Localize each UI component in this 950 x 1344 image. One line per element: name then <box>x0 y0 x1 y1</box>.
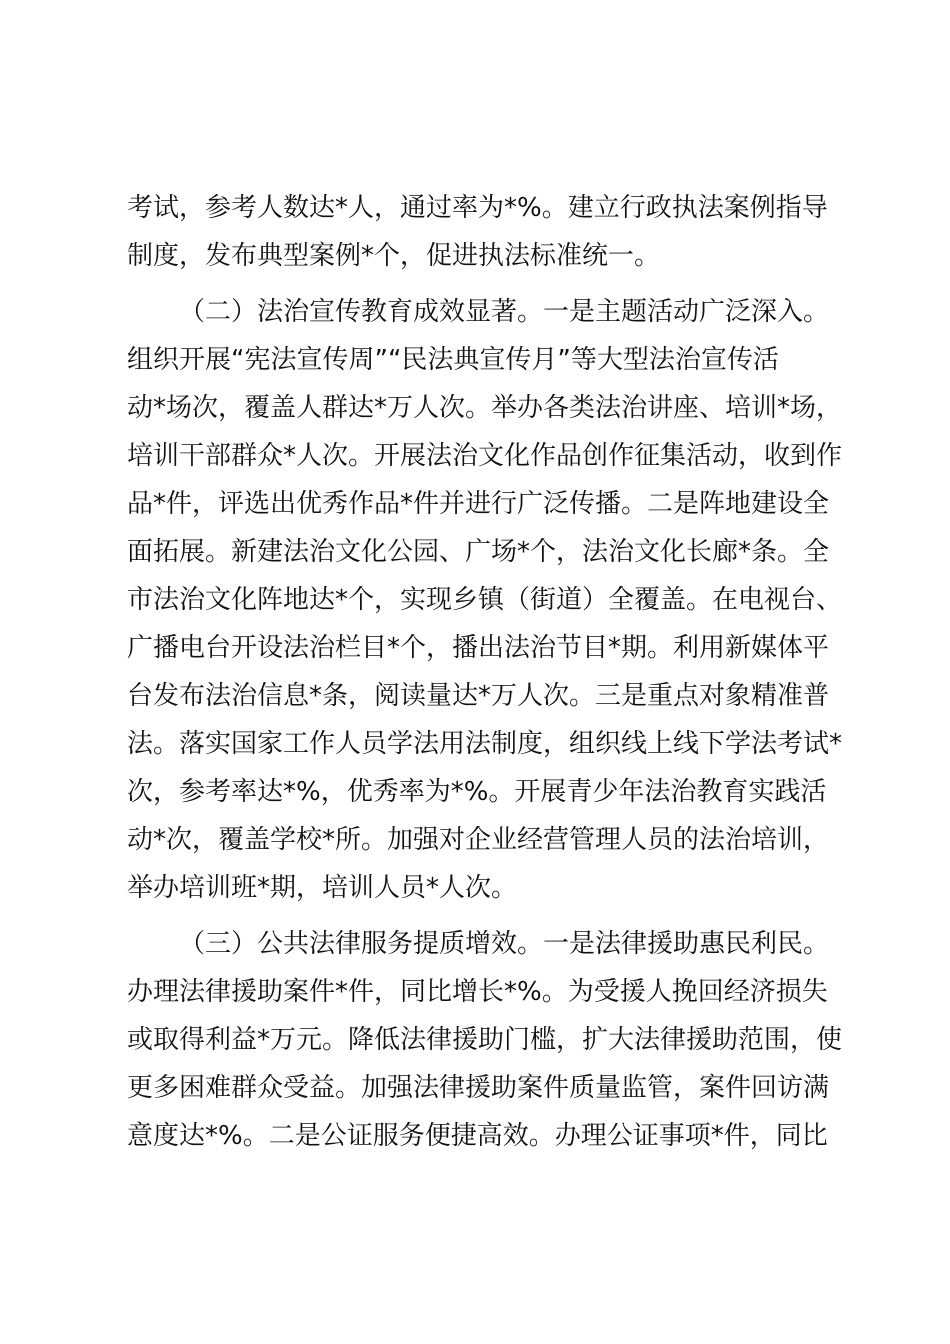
text-line: 举办培训班*期，培训人员*人次。 <box>127 873 518 903</box>
text-line: 次，参考率达*%，优秀率为*%。开展青少年法治教育实践活 <box>127 777 827 807</box>
body-text <box>127 184 843 1160</box>
text-line: 市法治文化阵地达*个，实现乡镇（街道）全覆盖。在电视台、 <box>127 585 843 615</box>
section-heading-line: （二）法治宣传教育成效显著。一是主题活动广泛深入。 <box>179 297 830 327</box>
text-line: 组织开展“宪法宣传周”“民法典宣传月”等大型法治宣传活 <box>127 345 779 375</box>
text-line: 意度达*%。二是公证服务便捷高效。办理公证事项*件，同比 <box>127 1121 828 1151</box>
text-line: 广播电台开设法治栏目*个，播出法治节目*期。利用新媒体平 <box>127 633 830 663</box>
text-line: 面拓展。新建法治文化公园、广场*个，法治文化长廊*条。全 <box>127 537 830 567</box>
text-line: 考试，参考人数达*人，通过率为*%。建立行政执法案例指导 <box>127 193 828 223</box>
text-line: 台发布法治信息*条，阅读量达*万人次。三是重点对象精准普 <box>127 681 830 711</box>
text-line: 或取得利益*万元。降低法律援助门槛，扩大法律援助范围，使 <box>127 1025 843 1055</box>
text-line: 品*件，评选出优秀作品*件并进行广泛传播。二是阵地建设全 <box>127 489 830 519</box>
section-heading-line: （三）公共法律服务提质增效。一是法律援助惠民利民。 <box>179 929 830 959</box>
text-line: 更多困难群众受益。加强法律援助案件质量监管，案件回访满 <box>127 1073 830 1103</box>
text-line: 办理法律援助案件*件，同比增长*%。为受援人挽回经济损失 <box>127 977 828 1007</box>
text-line: 制度，发布典型案例*个，促进执法标准统一。 <box>127 241 661 271</box>
text-line: 动*次，覆盖学校*所。加强对企业经营管理人员的法治培训， <box>127 825 830 855</box>
text-line: 动*场次，覆盖人群达*万人次。举办各类法治讲座、培训*场， <box>127 393 843 423</box>
text-line: 法。落实国家工作人员学法用法制度，组织线上线下学法考试* <box>127 729 843 759</box>
text-line: 培训干部群众*人次。开展法治文化作品创作征集活动，收到作 <box>127 441 843 471</box>
